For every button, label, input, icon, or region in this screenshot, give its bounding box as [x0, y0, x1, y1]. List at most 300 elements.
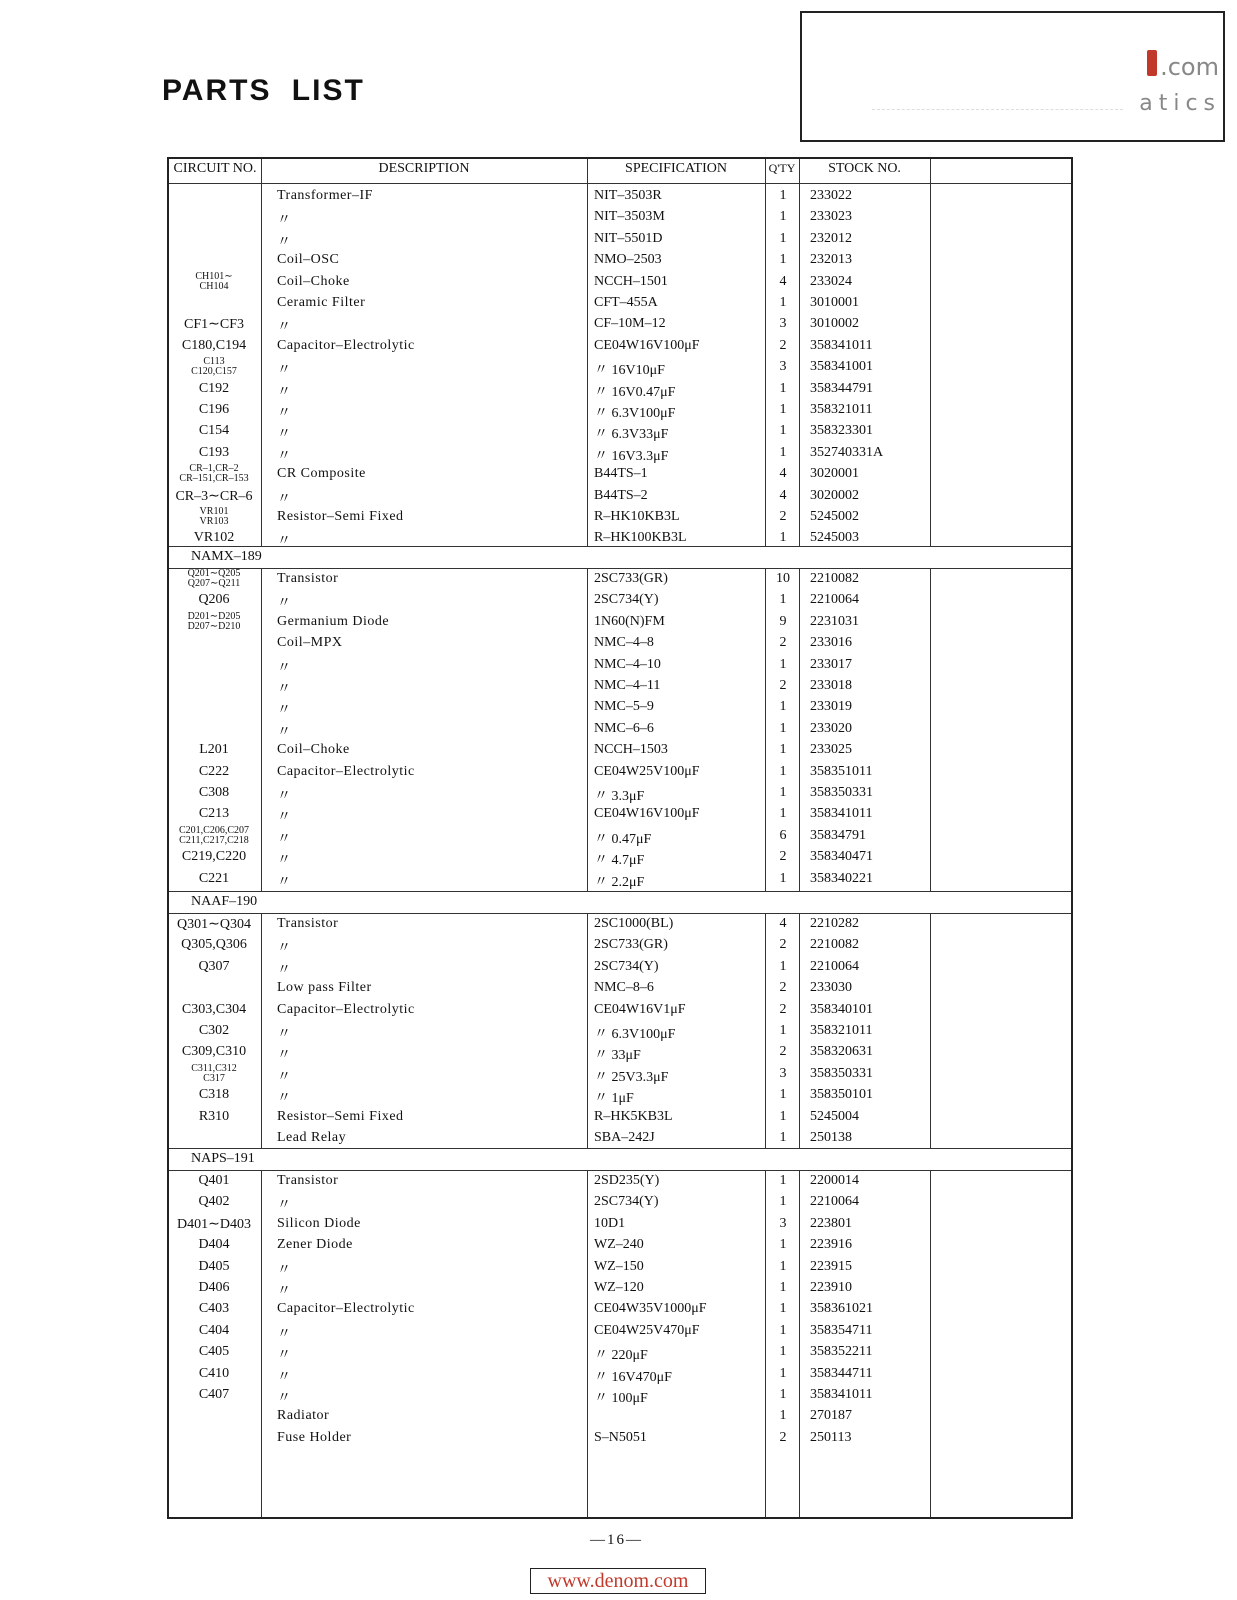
stock-no-cell: 250113 [810, 1429, 852, 1445]
specification-cell: 〃 2.2μF [594, 874, 645, 890]
qty-cell: 1 [779, 1301, 787, 1317]
qty-cell: 1 [779, 1194, 787, 1210]
section-naaf [169, 891, 1071, 914]
specification-cell: 〃 6.3V100μF [594, 406, 676, 421]
description-cell: CR Composite [277, 466, 366, 482]
qty-cell: 1 [779, 870, 787, 886]
circuit-no-cell: Q402 [198, 1194, 230, 1210]
stock-no-cell: 223910 [810, 1280, 852, 1295]
specification-cell: NMC–8–6 [594, 980, 654, 996]
stock-no-cell: 358323301 [810, 423, 873, 439]
specification-cell: WZ–240 [594, 1237, 644, 1253]
logo-com-text: .com [1160, 53, 1219, 81]
qty-cell: 3 [779, 316, 787, 332]
specification-cell: CE04W35V1000μF [594, 1301, 707, 1317]
table-row [169, 1041, 1075, 1063]
table-row [169, 934, 1075, 956]
specification-cell: 〃 3.3μF [594, 789, 645, 804]
qty-cell: 2 [779, 635, 787, 651]
description-cell: Coil–Choke [277, 742, 350, 758]
specification-cell: CF–10M–12 [594, 316, 666, 332]
specification-cell: 〃 1μF [594, 1091, 634, 1107]
section-naps [169, 1148, 1071, 1171]
specification-cell: NMC–5–9 [594, 699, 654, 715]
qty-cell: 2 [779, 509, 787, 524]
stock-no-cell: 232012 [810, 230, 852, 246]
circuit-no-cell: C221 [198, 870, 230, 886]
specification-cell: NMO–2503 [594, 252, 662, 268]
circuit-no-cell: C403 [198, 1301, 230, 1317]
stock-no-cell: 3010001 [810, 295, 859, 310]
table-row [169, 249, 1075, 271]
qty-cell: 2 [779, 1044, 787, 1060]
description-cell: 〃 [277, 831, 292, 847]
circuit-no-cell: C311,C312 C317 [191, 1062, 237, 1084]
circuit-no-cell: VR102 [193, 530, 235, 546]
specification-cell: 〃 100μF [594, 1391, 648, 1406]
qty-cell: 1 [779, 699, 787, 715]
qty-cell: 1 [779, 209, 787, 225]
stock-no-cell: 358352211 [810, 1344, 873, 1360]
specification-cell: 〃 25V3.3μF [594, 1069, 669, 1085]
table-row [169, 1405, 1075, 1427]
table-row [169, 675, 1075, 697]
stock-no-cell: 358344711 [810, 1365, 873, 1381]
circuit-no-cell: D401∼D403 [177, 1216, 251, 1232]
description-cell: Ceramic Filter [277, 295, 366, 310]
section-namx [169, 546, 1071, 569]
stock-no-cell: 233019 [810, 699, 852, 715]
description-cell: 〃 [277, 962, 292, 978]
stock-no-cell: 358350101 [810, 1087, 873, 1103]
description-cell: 〃 [277, 1069, 292, 1085]
qty-cell: 1 [779, 1258, 787, 1274]
circuit-no-cell: Q301∼Q304 [177, 917, 251, 932]
table-row [169, 420, 1075, 442]
qty-cell: 2 [779, 937, 787, 953]
stock-no-cell: 3010002 [810, 316, 859, 332]
stock-no-cell: 2210282 [810, 916, 859, 931]
circuit-no-cell: CR–1,CR–2 CR–151,CR–153 [179, 463, 249, 485]
table-row [169, 206, 1075, 228]
description-cell: 〃 [277, 1369, 292, 1385]
specification-cell: CE04W16V100μF [594, 337, 700, 353]
description-cell: Transistor [277, 916, 339, 931]
section-label: NAPS–191 [191, 1151, 255, 1166]
description-cell: 〃 [277, 1027, 292, 1042]
circuit-no-cell: D405 [198, 1258, 230, 1274]
description-cell: Capacitor–Electrolytic [277, 337, 415, 353]
stock-no-cell: 35834791 [810, 827, 866, 843]
table-row [169, 1020, 1075, 1042]
circuit-no-cell: C318 [198, 1087, 230, 1103]
circuit-no-cell: Q201∼Q205 Q207∼Q211 [187, 568, 241, 589]
stock-no-cell: 358341011 [810, 1387, 873, 1402]
stock-no-cell: 233018 [810, 678, 852, 693]
table-row [169, 956, 1075, 978]
table-row [169, 527, 1075, 549]
description-cell: Coil–MPX [277, 635, 343, 651]
specification-cell: NCCH–1501 [594, 273, 668, 289]
description-cell: 〃 [277, 941, 292, 957]
description-cell: 〃 [277, 1284, 292, 1299]
specification-cell: NMC–4–10 [594, 656, 661, 672]
qty-cell: 1 [779, 1130, 787, 1145]
stock-no-cell: 358341011 [810, 337, 873, 353]
header-divider [169, 183, 1071, 184]
table-row [169, 696, 1075, 718]
specification-cell: NIT–3503M [594, 209, 665, 225]
table-row [169, 228, 1075, 250]
description-cell: Coil–Choke [277, 273, 350, 289]
table-row [169, 185, 1075, 207]
stock-no-cell: 358344791 [810, 380, 873, 396]
specification-cell: CFT–455A [594, 295, 658, 310]
qty-cell: 3 [779, 359, 787, 375]
description-cell: Silicon Diode [277, 1215, 361, 1231]
circuit-no-cell: C219,C220 [181, 849, 247, 865]
table-row [169, 1063, 1075, 1085]
table-row [169, 1234, 1075, 1256]
table-row [169, 632, 1075, 654]
circuit-no-cell: C404 [198, 1322, 230, 1338]
circuit-no-cell: CR–3∼CR–6 [175, 488, 253, 504]
description-cell: 〃 [277, 1326, 292, 1342]
specification-cell: S–N5051 [594, 1429, 647, 1445]
stock-no-cell: 233017 [810, 656, 852, 672]
qty-cell: 1 [779, 1322, 787, 1338]
qty-cell: 1 [779, 1173, 787, 1188]
description-cell: 〃 [277, 810, 292, 826]
specification-cell: CE04W16V1μF [594, 1001, 686, 1017]
specification-cell: WZ–120 [594, 1280, 644, 1295]
qty-cell: 1 [779, 1344, 787, 1360]
qty-cell: 1 [779, 252, 787, 268]
description-cell: Transistor [277, 571, 339, 586]
description-cell: 〃 [277, 491, 292, 507]
section-label: NAMX–189 [191, 549, 262, 564]
description-cell: 〃 [277, 1262, 292, 1278]
table-row [169, 356, 1075, 378]
circuit-no-cell: C407 [198, 1387, 230, 1402]
circuit-no-cell: C113 C120,C157 [191, 356, 237, 378]
specification-cell: NMC–4–11 [594, 678, 661, 693]
circuit-no-cell: D404 [198, 1237, 230, 1253]
qty-cell: 1 [779, 1023, 787, 1038]
description-cell: 〃 [277, 363, 292, 379]
logo-divider [872, 109, 1123, 110]
stock-no-cell: 3020001 [810, 466, 859, 482]
circuit-no-cell: C192 [198, 380, 230, 396]
qty-cell: 2 [779, 849, 787, 865]
specification-cell: NIT–5501D [594, 230, 663, 246]
description-cell: 〃 [277, 853, 292, 869]
description-cell: 〃 [277, 660, 292, 676]
circuit-no-cell: R310 [198, 1108, 230, 1124]
description-cell: Transistor [277, 1173, 339, 1188]
stock-no-cell: 233022 [810, 188, 852, 203]
circuit-no-cell: Q307 [198, 958, 230, 974]
table-row [169, 868, 1075, 890]
circuit-no-cell: C213 [198, 806, 230, 822]
stock-no-cell: 233020 [810, 720, 852, 736]
table-row [169, 292, 1075, 314]
table-row [169, 506, 1075, 528]
qty-cell: 1 [779, 530, 787, 546]
specification-cell: 〃 6.3V33μF [594, 427, 669, 443]
specification-cell: B44TS–2 [594, 487, 648, 503]
circuit-no-cell: C405 [198, 1344, 230, 1360]
circuit-no-cell: C193 [198, 444, 230, 460]
table-row [169, 1320, 1075, 1342]
specification-cell: 〃 6.3V100μF [594, 1027, 676, 1042]
circuit-no-cell: D406 [198, 1280, 230, 1295]
table-row [169, 999, 1075, 1021]
header-circuit: CIRCUIT NO. [173, 161, 257, 176]
stock-no-cell: 233016 [810, 635, 852, 651]
specification-cell: SBA–242J [594, 1130, 655, 1145]
specification-cell: NIT–3503R [594, 188, 662, 203]
qty-cell: 1 [779, 423, 787, 439]
circuit-no-cell: Q206 [198, 592, 230, 608]
specification-cell: 〃 16V10μF [594, 363, 665, 379]
table-row [169, 589, 1075, 611]
description-cell: 〃 [277, 1198, 292, 1214]
specification-cell: 2SC734(Y) [594, 958, 659, 974]
description-cell: Coil–OSC [277, 252, 340, 268]
table-row [169, 1191, 1075, 1213]
description-cell: 〃 [277, 596, 292, 612]
qty-cell: 1 [779, 720, 787, 736]
qty-cell: 1 [779, 1408, 787, 1424]
stock-no-cell: 358361021 [810, 1301, 873, 1317]
description-cell: 〃 [277, 427, 292, 443]
logo-box [800, 11, 1225, 142]
header-specification: SPECIFICATION [625, 161, 727, 176]
stock-no-cell: 358350331 [810, 785, 873, 800]
description-cell: 〃 [277, 320, 292, 336]
specification-cell: R–HK100KB3L [594, 530, 687, 546]
header-stock: STOCK NO. [828, 161, 901, 176]
table-row [169, 739, 1075, 761]
description-cell: Transformer–IF [277, 188, 373, 203]
specification-cell: 2SC733(GR) [594, 937, 668, 953]
stock-no-cell: 2210064 [810, 958, 859, 974]
stock-no-cell: 358321011 [810, 402, 873, 417]
stock-no-cell: 358350331 [810, 1065, 873, 1081]
table-row [169, 442, 1075, 464]
stock-no-cell: 358340101 [810, 1001, 873, 1017]
qty-cell: 10 [776, 571, 790, 586]
table-row [169, 611, 1075, 633]
description-cell: 〃 [277, 213, 292, 229]
stock-no-cell: 2231031 [810, 613, 859, 629]
table-row [169, 313, 1075, 335]
qty-cell: 1 [779, 380, 787, 396]
circuit-no-cell: D201∼D205 D207∼D210 [187, 610, 241, 632]
specification-cell: 2SC734(Y) [594, 1194, 659, 1210]
stock-no-cell: 2200014 [810, 1173, 859, 1188]
description-cell: Capacitor–Electrolytic [277, 1001, 415, 1017]
specification-cell: R–HK5KB3L [594, 1108, 673, 1124]
description-cell: 〃 [277, 448, 292, 464]
description-cell: 〃 [277, 682, 292, 697]
stock-no-cell: 270187 [810, 1408, 852, 1424]
stock-no-cell: 2210082 [810, 937, 859, 953]
table-row [169, 1213, 1075, 1235]
table-row [169, 1106, 1075, 1128]
qty-cell: 1 [779, 1365, 787, 1381]
stock-no-cell: 223915 [810, 1258, 852, 1274]
table-row [169, 913, 1075, 935]
specification-cell: CE04W16V100μF [594, 806, 700, 822]
table-row [169, 1084, 1075, 1106]
qty-cell: 1 [779, 1237, 787, 1253]
header-description: DESCRIPTION [378, 161, 470, 176]
stock-no-cell: 233023 [810, 209, 852, 225]
stock-no-cell: 358340471 [810, 849, 873, 865]
circuit-no-cell: C154 [198, 423, 230, 439]
table-row [169, 378, 1075, 400]
table-row [169, 485, 1075, 507]
description-cell: 〃 [277, 1348, 292, 1364]
table-row [169, 399, 1075, 421]
qty-cell: 1 [779, 958, 787, 974]
qty-cell: 4 [779, 487, 787, 503]
stock-no-cell: 358351011 [810, 763, 873, 779]
specification-cell: 2SD235(Y) [594, 1173, 660, 1188]
qty-cell: 1 [779, 444, 787, 460]
table-row [169, 654, 1075, 676]
description-cell: Fuse Holder [277, 1429, 352, 1445]
circuit-no-cell: C303,C304 [181, 1001, 247, 1017]
qty-cell: 2 [779, 337, 787, 353]
description-cell: Resistor–Semi Fixed [277, 509, 404, 524]
stock-no-cell: 2210064 [810, 592, 859, 608]
description-cell: 〃 [277, 703, 292, 719]
stock-no-cell: 358354711 [810, 1322, 873, 1338]
stock-no-cell: 5245004 [810, 1108, 859, 1124]
circuit-no-cell: C410 [198, 1365, 230, 1381]
qty-cell: 4 [779, 273, 787, 289]
qty-cell: 2 [779, 980, 787, 996]
table-row [169, 568, 1075, 590]
circuit-no-cell: L201 [199, 742, 229, 758]
qty-cell: 1 [779, 763, 787, 779]
specification-cell: 〃 16V3.3μF [594, 448, 669, 464]
stock-no-cell: 3020002 [810, 487, 859, 503]
specification-cell: NMC–6–6 [594, 720, 654, 736]
header-qty: Q'TY [768, 161, 796, 175]
qty-cell: 1 [779, 785, 787, 800]
table-row [169, 761, 1075, 783]
circuit-no-cell: C201,C206,C207 C211,C217,C218 [178, 824, 249, 846]
stock-no-cell: 233025 [810, 742, 852, 758]
table-row [169, 846, 1075, 868]
table-row [169, 271, 1075, 293]
table-row [169, 1170, 1075, 1192]
description-cell: Resistor–Semi Fixed [277, 1108, 404, 1124]
circuit-no-cell: C302 [198, 1023, 230, 1038]
circuit-no-cell: Q401 [198, 1173, 230, 1188]
table-row [169, 1427, 1075, 1449]
specification-cell: WZ–150 [594, 1258, 644, 1274]
specification-cell: CE04W25V100μF [594, 763, 700, 779]
description-cell: 〃 [277, 534, 292, 550]
specification-cell: 〃 220μF [594, 1348, 648, 1364]
circuit-no-cell: C308 [198, 785, 230, 800]
website-link[interactable]: www.denom.com [530, 1568, 706, 1594]
qty-cell: 1 [779, 806, 787, 822]
parts-table [167, 157, 1073, 1519]
stock-no-cell: 232013 [810, 252, 852, 268]
description-cell: 〃 [277, 724, 292, 740]
stock-no-cell: 358341001 [810, 359, 873, 375]
table-row [169, 1341, 1075, 1363]
specification-cell: 10D1 [594, 1215, 626, 1231]
circuit-no-cell: CH101∼ CH104 [195, 270, 233, 292]
table-row [169, 1384, 1075, 1406]
stock-no-cell: 2210064 [810, 1194, 859, 1210]
circuit-no-cell: C180,C194 [181, 337, 247, 353]
specification-cell: 2SC733(GR) [594, 571, 668, 586]
table-row [169, 718, 1075, 740]
stock-no-cell: 5245003 [810, 530, 859, 546]
table-row [169, 463, 1075, 485]
table-row [169, 335, 1075, 357]
specification-cell: CE04W25V470μF [594, 1322, 700, 1338]
circuit-no-cell: VR101 VR103 [199, 506, 229, 527]
description-cell: Capacitor–Electrolytic [277, 763, 415, 779]
specification-cell: 2SC1000(BL) [594, 916, 674, 931]
stock-no-cell: 358340221 [810, 870, 873, 886]
qty-cell: 1 [779, 592, 787, 608]
description-cell: 〃 [277, 789, 292, 804]
logo-mark-icon [1147, 50, 1157, 76]
stock-no-cell: 223801 [810, 1215, 852, 1231]
qty-cell: 1 [779, 230, 787, 246]
circuit-no-cell: C222 [198, 763, 230, 779]
description-cell: 〃 [277, 1048, 292, 1064]
qty-cell: 1 [779, 295, 787, 310]
description-cell: Capacitor–Electrolytic [277, 1301, 415, 1317]
table-row [169, 1363, 1075, 1385]
description-cell: Lead Relay [277, 1130, 347, 1145]
stock-no-cell: 358320631 [810, 1044, 873, 1060]
page-title: PARTS LIST [162, 74, 365, 107]
specification-cell: 〃 16V470μF [594, 1369, 672, 1385]
qty-cell: 4 [779, 916, 787, 931]
stock-no-cell: 358321011 [810, 1023, 873, 1038]
table-row [169, 1298, 1075, 1320]
specification-cell: R–HK10KB3L [594, 509, 680, 524]
stock-no-cell: 5245002 [810, 509, 859, 524]
page-number: —16— [590, 1532, 643, 1548]
stock-no-cell: 352740331A [810, 444, 884, 460]
table-row [169, 803, 1075, 825]
description-cell: 〃 [277, 406, 292, 421]
table-row [169, 1277, 1075, 1299]
qty-cell: 4 [779, 466, 787, 482]
qty-cell: 6 [779, 827, 787, 843]
table-row [169, 1256, 1075, 1278]
specification-cell: 〃 0.47μF [594, 831, 652, 847]
stock-no-cell: 250138 [810, 1130, 852, 1145]
qty-cell: 1 [779, 1108, 787, 1124]
table-row [169, 825, 1075, 847]
circuit-no-cell: Q305,Q306 [181, 937, 247, 953]
stock-no-cell: 223916 [810, 1237, 852, 1253]
